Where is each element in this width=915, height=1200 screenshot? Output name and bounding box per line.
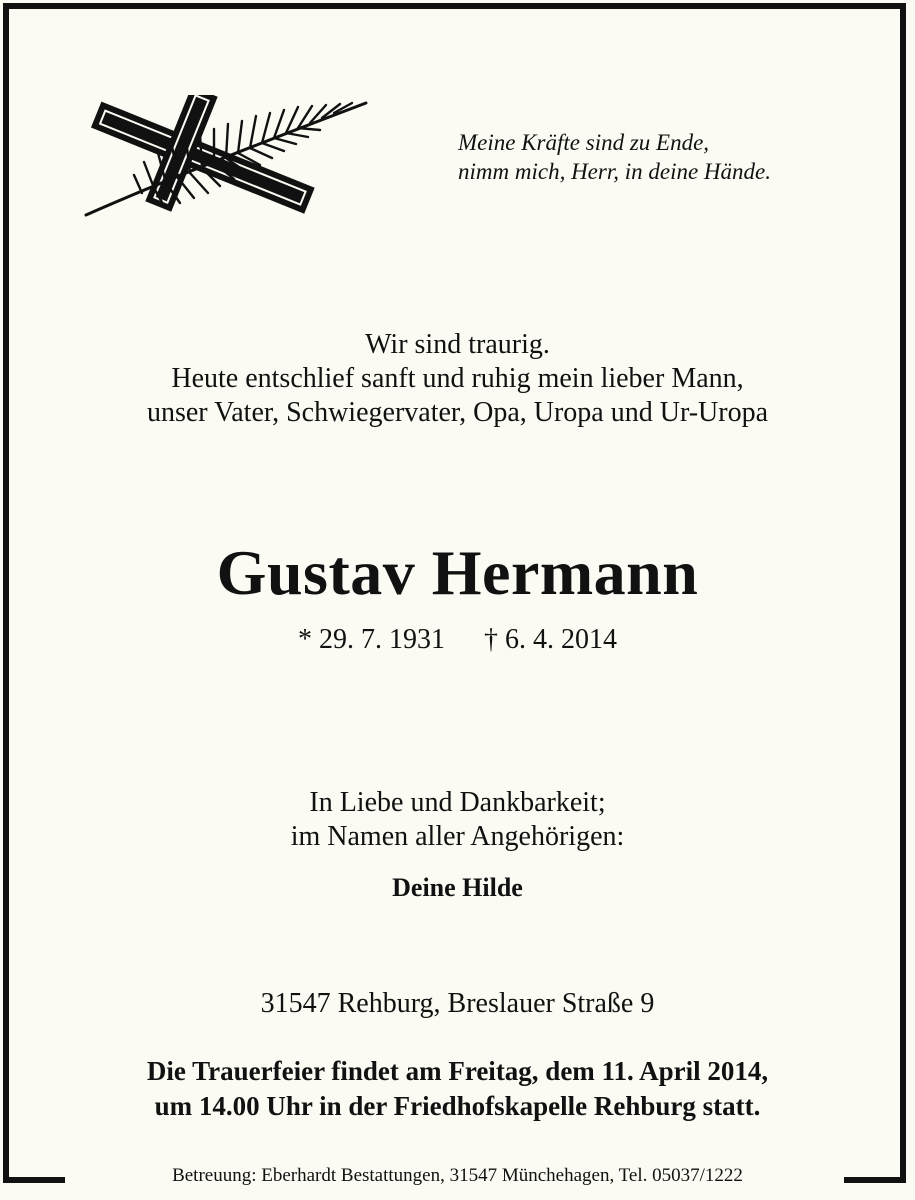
- deceased-name: Gustav Hermann: [216, 537, 699, 608]
- thanks-text: [0, 786, 915, 854]
- service-info: [0, 1054, 915, 1124]
- intro-line-1: Wir sind traurig.: [365, 329, 550, 360]
- thanks-line-1: In Liebe und Dankbarkeit;: [309, 787, 606, 818]
- service-line-1: Die Trauerfeier findet am Freitag, dem 11. April 2014,: [146, 1056, 769, 1086]
- verse: [458, 128, 878, 186]
- death-date: † 6. 4. 2014: [484, 624, 617, 655]
- address: 31547 Rehburg, Breslauer Straße 9: [260, 988, 655, 1019]
- funeral-home-footer: Betreuung: Eberhardt Bestattungen, 31547 Münchehagen, Tel. 05037/1222: [172, 1165, 743, 1186]
- thanks-line-2: im Namen aller Angehörigen:: [290, 821, 625, 852]
- cross-with-palm-branch-icon: [66, 95, 376, 230]
- life-dates: [0, 622, 915, 658]
- signer: Deine Hilde: [392, 873, 523, 902]
- intro-text: [0, 328, 915, 430]
- birth-date: * 29. 7. 1931: [298, 624, 445, 655]
- verse-line-2: nimm mich, Herr, in deine Hände.: [458, 159, 772, 184]
- intro-line-3: unser Vater, Schwiegervater, Opa, Uropa und Ur-Uropa: [146, 397, 769, 428]
- verse-line-1: Meine Kräfte sind zu Ende,: [458, 130, 710, 155]
- intro-line-2: Heute entschlief sanft und ruhig mein lieber Mann,: [171, 363, 744, 394]
- service-line-2: um 14.00 Uhr in der Friedhofskapelle Rehburg statt.: [154, 1091, 761, 1121]
